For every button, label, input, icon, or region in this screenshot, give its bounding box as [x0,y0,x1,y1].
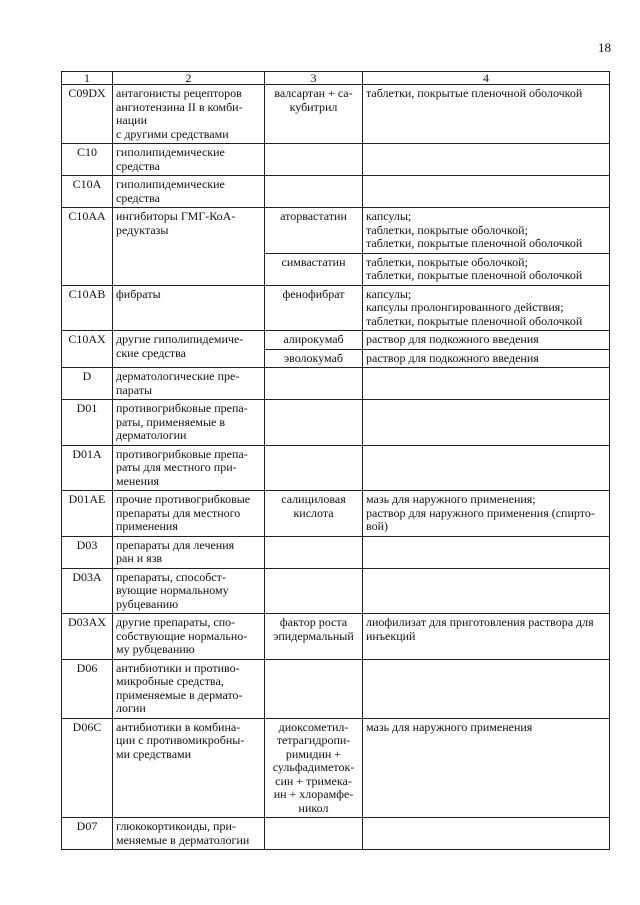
atc-code-cell: D01 [62,400,113,446]
group-name-cell: антибиотики и противо- микробные средства, применяемые в дермато- логии [113,659,265,718]
dosage-form-cell [363,536,610,568]
drug-inn-cell [265,400,363,446]
table-row [62,445,610,491]
group-name-cell: противогрибковые препа- раты для местного при- менения [113,445,265,491]
drug-inn-cell [265,659,363,718]
drug-inn-cell: салициловая кислота [265,491,363,537]
dosage-form-cell: капсулы; капсулы пролонгированного действия; таблетки, покрытые пленочной оболочкой [363,285,610,331]
header-cell: 2 [113,72,265,85]
dosage-form-cell [363,659,610,718]
drug-inn-cell: диоксометил- тетрагидропи- римидин + сульфадиметок- син + тримека- ин + хлорамфе- никол [265,718,363,818]
drug-inn-cell: фактор роста эпидермальный [265,614,363,660]
group-name-cell: глюкокортикоиды, при- меняемые в дерматологии [113,818,265,850]
drug-inn-cell [265,568,363,614]
group-name-cell: другие препараты, спо- собствующие нормально- му рубцеванию [113,614,265,660]
atc-code-cell: D07 [62,818,113,850]
atc-code-cell: C10A [62,176,113,208]
table-row [62,536,610,568]
atc-code-cell: D03AX [62,614,113,660]
group-name-cell: противогрибковые препа- раты, применяемые в дерматологии [113,400,265,446]
atc-code-cell: D03A [62,568,113,614]
table-row [62,368,610,400]
dosage-form-cell: лиофилизат для приготовления раствора для инъекций [363,614,610,660]
table-row [62,285,610,331]
table-row [62,208,610,254]
drug-table [61,71,610,850]
drug-inn-cell: алирокумаб [265,331,363,350]
dosage-form-cell: таблетки, покрытые пленочной оболочкой [363,85,610,144]
drug-inn-cell [265,144,363,176]
atc-code-cell: D06C [62,718,113,818]
atc-code-cell: D01A [62,445,113,491]
dosage-form-cell [363,176,610,208]
dosage-form-cell [363,568,610,614]
table-row [62,176,610,208]
dosage-form-cell [363,400,610,446]
table-header-row [62,72,610,85]
atc-code-cell: C10AX [62,331,113,368]
group-name-cell: ингибиторы ГМГ-КоА- редуктазы [113,208,265,286]
page-number: 18 [598,40,611,55]
dosage-form-cell: раствор для подкожного введения [363,349,610,368]
table-row [62,614,610,660]
dosage-form-cell: раствор для подкожного введения [363,331,610,350]
atc-code-cell: D [62,368,113,400]
atc-code-cell: D06 [62,659,113,718]
dosage-form-cell: мазь для наружного применения [363,718,610,818]
atc-code-cell: C09DX [62,85,113,144]
group-name-cell: антагонисты рецепторов ангиотензина II в комби- нации с другими средствами [113,85,265,144]
drug-inn-cell: аторвастатин [265,208,363,254]
group-name-cell: прочие противогрибковые препараты для местного применения [113,491,265,537]
group-name-cell: другие гиполипидемиче- ские средства [113,331,265,368]
atc-code-cell: C10AB [62,285,113,331]
header-cell: 3 [265,72,363,85]
drug-inn-cell [265,176,363,208]
dosage-form-cell [363,818,610,850]
drug-inn-cell [265,818,363,850]
table-row [62,491,610,537]
dosage-form-cell [363,144,610,176]
dosage-form-cell: таблетки, покрытые оболочкой; таблетки, покрытые пленочной оболочкой [363,253,610,285]
group-name-cell: препараты, способст- вующие нормальному рубцеванию [113,568,265,614]
group-name-cell: гиполипидемические средства [113,144,265,176]
header-cell: 4 [363,72,610,85]
table-row [62,568,610,614]
dosage-form-cell [363,445,610,491]
group-name-cell: дерматологические пре- параты [113,368,265,400]
atc-code-cell: C10 [62,144,113,176]
group-name-cell: фибраты [113,285,265,331]
dosage-form-cell: мазь для наружного применения; раствор для наружного применения (спирто- вой) [363,491,610,537]
group-name-cell: гиполипидемические средства [113,176,265,208]
drug-inn-cell: фенофибрат [265,285,363,331]
dosage-form-cell: капсулы; таблетки, покрытые оболочкой; таблетки, покрытые пленочной оболочкой [363,208,610,254]
header-cell: 1 [62,72,113,85]
table-row [62,331,610,350]
table-row [62,144,610,176]
atc-code-cell: D01AE [62,491,113,537]
drug-inn-cell [265,445,363,491]
table-row [62,718,610,818]
drug-inn-cell: эволокумаб [265,349,363,368]
atc-code-cell: C10AA [62,208,113,286]
table-row [62,818,610,850]
group-name-cell: препараты для лечения ран и язв [113,536,265,568]
table-row [62,85,610,144]
drug-inn-cell [265,368,363,400]
drug-inn-cell [265,536,363,568]
dosage-form-cell [363,368,610,400]
drug-inn-cell: валсартан + са- кубитрил [265,85,363,144]
atc-code-cell: D03 [62,536,113,568]
table-row [62,659,610,718]
drug-inn-cell: симвастатин [265,253,363,285]
table-row [62,400,610,446]
group-name-cell: антибиотики в комбина- ции с противомикробны- ми средствами [113,718,265,818]
